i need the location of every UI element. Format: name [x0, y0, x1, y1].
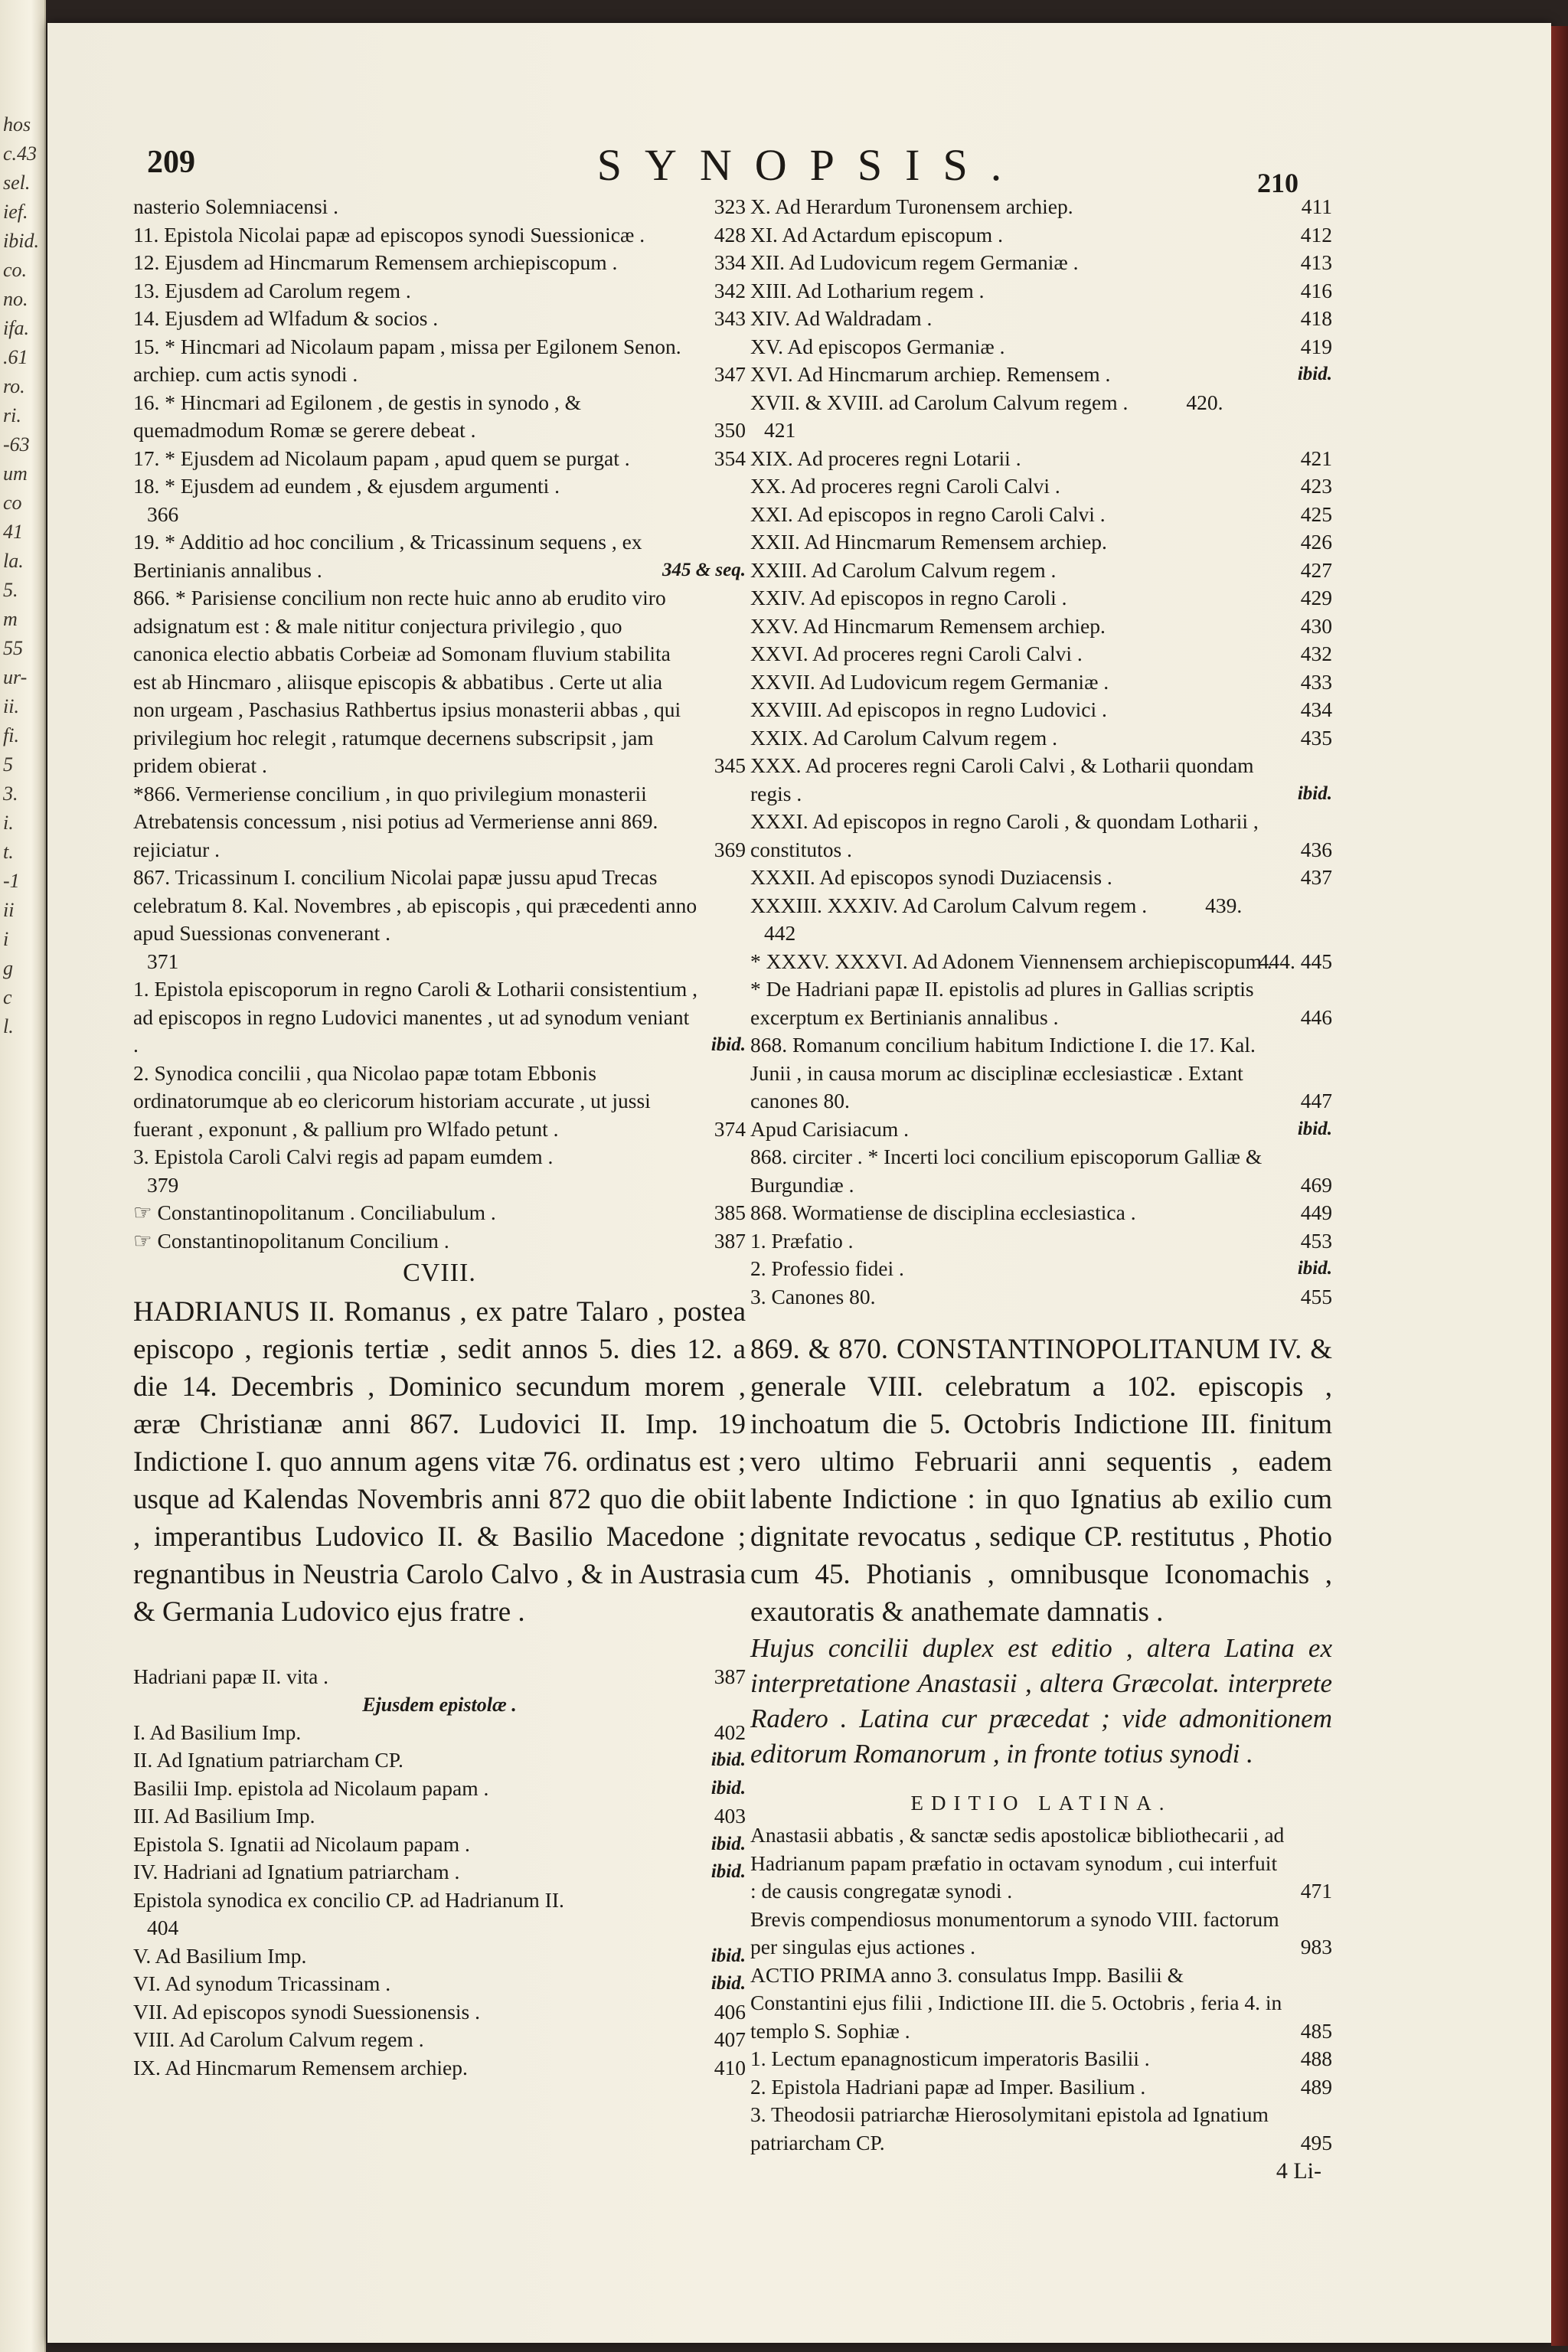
toc-entry-page: 413 [1300, 250, 1332, 274]
margin-fragment: c [3, 986, 12, 1008]
toc-entry-text: XXI. Ad episcopos in regno Caroli Calvi . [750, 501, 1106, 526]
toc-entry [750, 892, 1332, 920]
page-number-right: 210 [1257, 168, 1298, 198]
margin-fragment: sel. [3, 172, 31, 194]
book-cover-edge [1551, 26, 1568, 2346]
toc-entry-page: 423 [1300, 474, 1332, 498]
toc-entry-text: *866. Vermeriense concilium , in quo privilegium monasterii Atrebatensis concessum , nisi potius ad Vermeriense anni 869. rejiciatur . [133, 781, 658, 861]
margin-fragment: ur- [3, 666, 28, 688]
toc-entry-page: 345 [714, 753, 746, 777]
toc-entry-page: 437 [1300, 865, 1332, 889]
margin-fragment: .61 [3, 346, 28, 368]
toc-entry-page: 428 [714, 222, 746, 247]
toc-entry-text: XIX. Ad proceres regni Lotarii . [750, 446, 1021, 470]
toc-entry [750, 193, 1332, 221]
toc-entry [750, 1821, 1332, 1906]
toc-entry-page: 411 [1301, 194, 1332, 218]
toc-entry-page: 323 [714, 194, 746, 218]
toc-entry-text: 867. Tricassinum I. concilium Nicolai papæ jussu apud Trecas celebratum 8. Kal. Novembres , ab episcopis , qui præcedenti anno apud Suessionas convenerant . [133, 865, 697, 945]
toc-entry-page: 447 [1300, 1089, 1332, 1112]
toc-entry-page: 425 [1300, 501, 1332, 526]
toc-entry [750, 612, 1332, 641]
toc-entry-text: 442 [764, 921, 796, 945]
toc-entry-text: XXIV. Ad episcopos in regno Caroli . [750, 586, 1067, 609]
margin-fragment: 3. [3, 782, 18, 805]
toc-entry-page: 485 [1300, 2018, 1332, 2043]
toc-entry-page: 371 [147, 949, 179, 973]
toc-entry-text: 2. Epistola Hadriani papæ ad Imper. Basilium . [750, 2074, 1146, 2099]
running-header [47, 121, 1551, 198]
margin-fragment: i [3, 928, 9, 950]
toc-entry [133, 1719, 746, 1747]
toc-entry-text: XIII. Ad Lotharium regem . [750, 278, 985, 302]
toc-entry-text: II. Ad Ignatium patriarcham CP. [133, 1748, 403, 1772]
toc-entry-text: * De Hadriani papæ II. epistolis ad plures in Gallias scriptis excerptum ex Bertinianis annalibus . [750, 977, 1254, 1029]
page-number-left: 209 [147, 145, 195, 180]
toc-entry [750, 1906, 1332, 1962]
margin-fragment: um [3, 462, 28, 485]
toc-entry [133, 249, 746, 277]
toc-entry-page: ibid. [710, 1973, 746, 1994]
toc-entry [133, 1199, 746, 1227]
margin-fragment: m [3, 608, 18, 630]
toc-entry-page: ibid. [1297, 364, 1332, 384]
toc-entry [133, 1970, 746, 1998]
toc-entry-text: IX. Ad Hincmarum Remensem archiep. [133, 2055, 468, 2079]
toc-entry-page: 403 [714, 1804, 746, 1828]
toc-entry [750, 640, 1332, 668]
toc-entry-text: 16. * Hincmari ad Egilonem , de gestis in synodo , & quemadmodum Romæ se gerere debeat . [133, 390, 582, 442]
toc-entry [750, 808, 1332, 864]
editio-latina-heading: EDITIO LATINA. [910, 1792, 1172, 1815]
margin-fragment: c.43 [3, 142, 38, 165]
toc-entry-text: nasterio Solemniacensi . [133, 194, 339, 218]
toc-entry-text: XXXI. Ad episcopos in regno Caroli , & quondam Lotharii , constitutos . [750, 809, 1259, 861]
toc-entry-text: XXV. Ad Hincmarum Remensem archiep. [750, 613, 1106, 638]
toc-entry-page: ibid. [710, 1777, 746, 1798]
toc-entry [133, 1143, 746, 1199]
toc-entry-page: 387 [714, 1664, 746, 1688]
toc-entry [750, 305, 1332, 333]
toc-entry-text: XI. Ad Actardum episcopum . [750, 222, 1003, 247]
right-entry-list [750, 193, 1332, 1311]
toc-entry-text: XVI. Ad Hincmarum archiep. Remensem . [750, 362, 1111, 386]
toc-entry [750, 920, 1332, 948]
toc-entry [750, 1031, 1332, 1116]
toc-entry-page: 432 [1300, 642, 1332, 665]
toc-entry-page: 439. [1205, 893, 1243, 917]
edition-note-paragraph: Hujus concilii duplex est editio , altera Latina ex interpretatione Anastasii , altera Græcolat. interprete Radero . Latina cur præcedat ; vide admonitionem editorum Romanorum , in fronte totius synodi . [750, 1633, 1332, 1769]
toc-entry-page: 420. [1186, 390, 1223, 414]
toc-entry-text: XXXII. Ad episcopos synodi Duziacensis . [750, 865, 1112, 889]
toc-entry-text: * XXXV. XXXVI. Ad Adonem Viennensem archiepiscopum . [750, 949, 1272, 973]
toc-entry-page: ibid. [710, 1034, 746, 1055]
toc-entry-text: ☞ Constantinopolitanum Concilium . [133, 1228, 449, 1253]
toc-entry-text: XVII. & XVIII. ad Carolum Calvum regem . [750, 390, 1129, 414]
margin-fragment: co [3, 492, 22, 514]
hadrian-letters-list [133, 1663, 746, 2082]
margin-fragment: -1 [3, 870, 20, 892]
toc-entry-text: 2. Synodica concilii , qua Nicolao papæ totam Ebbonis ordinatorumque ab eo clericorum historiam accurate , ut jussi fuerant , exponunt , & pallium pro Wlfado petunt . [133, 1060, 651, 1141]
toc-entry [750, 668, 1332, 697]
toc-entry-text: 1. Lectum epanagnosticum imperatoris Basilii . [750, 2047, 1150, 2070]
toc-entry [133, 389, 746, 445]
toc-entry [750, 724, 1332, 753]
toc-entry-text: 17. * Ejusdem ad Nicolaum papam , apud quem se purgat . [133, 446, 630, 470]
toc-entry [750, 221, 1332, 250]
toc-entry [133, 1886, 746, 1942]
toc-entry-page: 369 [714, 837, 746, 861]
toc-entry-page: 350 [714, 418, 746, 442]
toc-entry [133, 1775, 746, 1803]
previous-page-margin [0, 0, 46, 2352]
toc-entry [133, 1998, 746, 2027]
toc-entry-text: 1. Præfatio . [750, 1228, 854, 1253]
toc-entry-page: ibid. [710, 1833, 746, 1854]
toc-entry-text: 19. * Additio ad hoc concilium , & Tricassinum sequens , ex Bertinianis annalibus . [133, 530, 642, 582]
margin-fragment: ri. [3, 404, 21, 426]
toc-entry [133, 1060, 746, 1144]
toc-entry-text: XXII. Ad Hincmarum Remensem archiep. [750, 530, 1107, 554]
toc-entry-text: XXVI. Ad proceres regni Caroli Calvi . [750, 642, 1083, 665]
toc-entry [750, 501, 1332, 529]
toc-entry [750, 2073, 1332, 2102]
toc-entry-text: XXVIII. Ad episcopos in regno Ludovici . [750, 697, 1107, 721]
toc-entry [750, 528, 1332, 557]
toc-entry-page: 429 [1300, 586, 1332, 609]
toc-entry-text: 11. Epistola Nicolai papæ ad episcopos synodi Suessionicæ . [133, 222, 645, 247]
toc-entry-text: X. Ad Herardum Turonensem archiep. [750, 194, 1073, 218]
toc-entry-page: 412 [1300, 222, 1332, 247]
toc-entry-text: ☞ Constantinopolitanum . Conciliabulum . [133, 1200, 496, 1224]
toc-entry-page: 436 [1300, 837, 1332, 861]
toc-entry-text: IV. Hadriani ad Ignatium patriarcham . [133, 1860, 460, 1883]
margin-fragment: 55 [3, 637, 23, 659]
toc-entry-text: 3. Canones 80. [750, 1284, 876, 1308]
margin-fragment: 5. [3, 579, 18, 601]
toc-entry-text: Epistola S. Ignatii ad Nicolaum papam . [133, 1831, 470, 1856]
margin-fragment: ii. [3, 695, 19, 717]
hadrian-paragraph: HADRIANUS II. Romanus , ex patre Talaro , postea episcopo , regionis tertiæ , sedit annos 5. dies 12. a die 14. Decembris , Dominico secundum morem , æræ Christianæ anni 867. Ludovici II. Imp. 19 Indictione I. quo annum agens vitæ 76. ordinatus est ; usque ad Kalendas Novembris anni 872 quo die obiit , imperantibus Ludovico II. & Basilio Macedone ; regnantibus in Neustria Carolo Calvo , & in Austrasia & Germania Ludovico ejus fratre . [133, 1296, 746, 1628]
toc-entry-text: Apud Carisiacum . [750, 1116, 909, 1141]
left-entry-list [133, 193, 746, 1255]
toc-entry-page: 402 [714, 1720, 746, 1744]
toc-entry-text: VIII. Ad Carolum Calvum regem . [133, 2027, 424, 2051]
toc-entry-page: 469 [1300, 1172, 1332, 1197]
toc-entry [133, 305, 746, 333]
toc-entry [133, 1227, 746, 1256]
editio-latina-list [750, 1821, 1332, 2157]
toc-entry [750, 2101, 1332, 2157]
toc-entry-text: XX. Ad proceres regni Caroli Calvi . [750, 474, 1060, 498]
toc-entry [750, 1227, 1332, 1256]
toc-entry-text: 868. circiter . * Incerti loci concilium episcoporum Galliæ & Burgundiæ . [750, 1145, 1263, 1197]
toc-entry [750, 445, 1332, 473]
toc-entry-page: 495 [1300, 2130, 1332, 2154]
toc-entry-page: 430 [1300, 613, 1332, 638]
margin-fragment: hos [3, 113, 31, 136]
spacer [750, 1311, 1332, 1328]
toc-entry [133, 221, 746, 250]
toc-entry-page: 449 [1300, 1200, 1332, 1224]
toc-entry-text: 866. * Parisiense concilium non recte huic anno ab erudito viro adsignatum est : & male nititur conjectura privilegio , quo canonica electio abbatis Corbeiæ ad Somonam fluvium stabilita est ab Hincmaro , aliisque episcopis & abbatibus . Certe ut alia non urgeam , Paschasius Rathbertus ipsius monasterii abbas , qui privilegium hoc relegit , ratumque decernens subscripsit , jam pridem obierat . [133, 586, 681, 777]
toc-entry [750, 472, 1332, 501]
toc-entry-page: 446 [1300, 1004, 1332, 1029]
toc-entry-page: ibid. [710, 1749, 746, 1770]
toc-entry-text: Epistola synodica ex concilio CP. ad Hadrianum II. [133, 1887, 564, 1912]
toc-entry [133, 1942, 746, 1971]
toc-entry [750, 752, 1332, 808]
toc-entry-page: 406 [714, 1999, 746, 2024]
toc-entry [750, 1199, 1332, 1227]
spacer [133, 1631, 746, 1663]
margin-fragment: 5 [3, 753, 13, 776]
toc-entry [750, 1116, 1332, 1144]
toc-entry [133, 2026, 746, 2054]
toc-entry [750, 1143, 1332, 1199]
toc-entry-page: 374 [714, 1116, 746, 1141]
toc-entry-page: ibid. [1297, 1258, 1332, 1279]
toc-entry-page: 354 [714, 446, 746, 470]
margin-fragment: no. [3, 288, 28, 310]
toc-entry-text: XXVII. Ad Ludovicum regem Germaniæ . [750, 669, 1109, 694]
toc-entry [750, 361, 1332, 389]
toc-entry-text: ACTIO PRIMA anno 3. consulatus Impp. Basilii & Constantini ejus filii , Indictione III. die 5. Octobris , feria 4. in templo S. Sophiæ . [750, 1962, 1282, 2043]
toc-entry-page: 345 & seq. [662, 559, 746, 580]
toc-entry-page: 416 [1300, 278, 1332, 302]
toc-entry-text: XXX. Ad proceres regni Caroli Calvi , & Lotharii quondam regis . [750, 753, 1254, 805]
right-column [750, 193, 1332, 2186]
toc-entry [133, 2054, 746, 2082]
toc-entry [750, 975, 1332, 1031]
catchword: 4 Li- [1276, 2158, 1321, 2184]
toc-entry-page: 455 [1300, 1284, 1332, 1308]
constantinople-paragraph: 869. & 870. CONSTANTINOPOLITANUM IV. & generale VIII. celebratum a 102. episcopis , inchoatum die 5. Octobris Indictione III. finitum vero ultimo Februarii anni sequentis , eadem labente Indictione : in quo Ignatius ab exilio cum dignitate revocatus , sedique CP. restitutus , Photio cum 45. Photianis , omnibusque Iconomachis , exautoratis & anathematе damnatis . [750, 1334, 1332, 1628]
toc-entry [133, 1858, 746, 1886]
toc-entry-text: 421 [764, 418, 796, 442]
toc-entry-page: 342 [714, 278, 746, 302]
toc-entry [750, 249, 1332, 277]
toc-entry-text: 868. Romanum concilium habitum Indictione I. die 17. Kal. Junii , in causa morum ac disciplinæ ecclesiasticæ . Extant canones 80. [750, 1033, 1256, 1112]
toc-entry-text: XXXIII. XXXIV. Ad Carolum Calvum regem . [750, 893, 1148, 917]
toc-entry [750, 696, 1332, 724]
toc-entry-text: XXIX. Ad Carolum Calvum regem . [750, 725, 1057, 750]
toc-entry-text: 868. Wormatiense de disciplina ecclesiastica . [750, 1200, 1136, 1224]
toc-entry-text: XII. Ad Ludovicum regem Germaniæ . [750, 250, 1079, 274]
toc-entry-page: 453 [1300, 1228, 1332, 1253]
toc-entry-text: 3. Epistola Caroli Calvi regis ad papam eumdem . [133, 1145, 554, 1168]
toc-entry-text: XXIII. Ad Carolum Calvum regem . [750, 557, 1057, 582]
toc-entry [750, 864, 1332, 892]
toc-entry-page: ibid. [1297, 782, 1332, 804]
toc-entry-text: Hadriani papæ II. vita . [133, 1664, 329, 1688]
toc-entry-text: XV. Ad episcopos Germaniæ . [750, 334, 1005, 358]
toc-entry-page: 427 [1300, 557, 1332, 582]
toc-entry-page: 343 [714, 306, 746, 330]
toc-entry [750, 2045, 1332, 2073]
toc-entry [750, 416, 1332, 445]
margin-fragment: g [3, 957, 13, 979]
toc-entry-page: 471 [1300, 1879, 1332, 1903]
toc-entry-text: VI. Ad synodum Tricassinam . [133, 1971, 391, 1995]
toc-entry-text: 12. Ejusdem ad Hincmarum Remensem archiepiscopum . [133, 250, 618, 274]
toc-entry-text: Brevis compendiosus monumentorum a synodo VIII. factorum per singulas ejus actiones . [750, 1906, 1279, 1958]
margin-fragment: ii [3, 899, 15, 921]
toc-entry [750, 557, 1332, 585]
toc-entry [750, 1255, 1332, 1283]
toc-entry [133, 277, 746, 305]
toc-entry-text: VII. Ad episcopos synodi Suessionensis . [133, 1999, 480, 2024]
toc-entry-text: XIV. Ad Waldradam . [750, 306, 933, 330]
toc-entry-page: 347 [714, 362, 746, 386]
toc-entry [133, 584, 746, 780]
toc-entry-text: 18. * Ejusdem ad eundem , & ejusdem argumenti . [133, 474, 560, 498]
margin-fragment: la. [3, 550, 24, 572]
toc-entry [750, 333, 1332, 361]
toc-entry [133, 472, 746, 528]
toc-entry-page: 404 [147, 1916, 179, 1939]
page-title: SYNOPSIS. [596, 140, 1025, 190]
toc-entry-page: 410 [714, 2055, 746, 2079]
toc-entry-page: 983 [1300, 1935, 1332, 1958]
toc-entry-page: 489 [1300, 2074, 1332, 2099]
toc-entry [133, 528, 746, 584]
toc-entry-page: 407 [714, 2027, 746, 2051]
margin-fragment: t. [3, 841, 14, 863]
toc-entry-text: 15. * Hincmari ad Nicolaum papam , missa per Egilonem Senon. archiep. cum actis synodi . [133, 334, 681, 386]
toc-entry-text: 1. Epistola episcoporum in regno Caroli & Lotharii consistentium , ad episcopos in regno Ludovici manentes , ut ad synodum veniant . [133, 977, 698, 1057]
toc-entry-text: III. Ad Basilium Imp. [133, 1804, 315, 1828]
margin-fragment: fi. [3, 724, 19, 746]
margin-fragment: ro. [3, 375, 25, 397]
toc-entry-page: 434 [1300, 697, 1332, 721]
toc-entry [750, 277, 1332, 305]
toc-entry-page: 387 [714, 1228, 746, 1253]
toc-entry-page: 444. 445 [1258, 949, 1332, 973]
page-spread [47, 23, 1551, 2343]
toc-entry-text: 14. Ejusdem ad Wlfadum & socios . [133, 306, 439, 330]
toc-entry-text: Ejusdem epistolæ . [362, 1693, 517, 1716]
toc-entry-page: 426 [1300, 530, 1332, 554]
toc-entry-page: 334 [714, 250, 746, 274]
margin-fragment: -63 [3, 433, 30, 456]
margin-fragment: ifa. [3, 317, 29, 339]
toc-entry-page: 421 [1300, 446, 1332, 470]
left-column [133, 193, 746, 2082]
toc-entry [133, 1746, 746, 1775]
toc-entry [133, 1691, 746, 1719]
margin-fragment: l. [3, 1015, 14, 1037]
toc-entry [133, 780, 746, 864]
toc-entry-page: ibid. [710, 1945, 746, 1966]
toc-entry-text: Anastasii abbatis , & sanctæ sedis apostolicæ bibliothecarii , ad Hadrianum papam præfatio in octavam synodum , cui interfuit : de causis congregatæ synodi . [750, 1823, 1285, 1903]
toc-entry-page: ibid. [710, 1861, 746, 1882]
toc-entry [133, 445, 746, 473]
toc-entry-page: 366 [147, 501, 179, 526]
toc-entry [133, 1831, 746, 1859]
toc-entry [133, 333, 746, 389]
toc-entry-text: V. Ad Basilium Imp. [133, 1943, 307, 1968]
toc-entry-text: 3. Theodosii patriarchæ Hierosolymitani epistola ad Ignatium patriarcham CP. [750, 2102, 1269, 2154]
toc-entry-text: 2. Professio fidei . [750, 1256, 904, 1280]
toc-entry-text: 13. Ejusdem ad Carolum regem . [133, 278, 411, 302]
toc-entry-page: 385 [714, 1200, 746, 1224]
toc-entry-page: 435 [1300, 725, 1332, 750]
toc-entry [750, 389, 1332, 417]
margin-fragment: ief. [3, 201, 28, 223]
toc-entry [133, 193, 746, 221]
toc-entry-page: 433 [1300, 669, 1332, 694]
margin-fragment: i. [3, 812, 14, 834]
toc-entry-page: ibid. [1297, 1118, 1332, 1139]
toc-entry [133, 1663, 746, 1691]
toc-entry-page: 379 [147, 1172, 179, 1197]
toc-entry-text: I. Ad Basilium Imp. [133, 1720, 302, 1744]
toc-entry-page: 419 [1300, 334, 1332, 358]
toc-entry-text: Basilii Imp. epistola ad Nicolaum papam . [133, 1775, 489, 1800]
toc-entry [750, 948, 1332, 976]
margin-fragment: 41 [3, 521, 23, 543]
margin-fragment: ibid. [3, 230, 39, 252]
toc-entry [750, 584, 1332, 612]
toc-entry [750, 1962, 1332, 2046]
toc-entry-page: 418 [1300, 306, 1332, 330]
toc-entry [133, 975, 746, 1060]
toc-entry [133, 1802, 746, 1831]
margin-fragment: co. [3, 259, 28, 281]
section-heading-cviii: CVIII. [403, 1259, 476, 1287]
toc-entry [750, 1283, 1332, 1312]
toc-entry-page: 488 [1300, 2047, 1332, 2070]
toc-entry [133, 864, 746, 975]
